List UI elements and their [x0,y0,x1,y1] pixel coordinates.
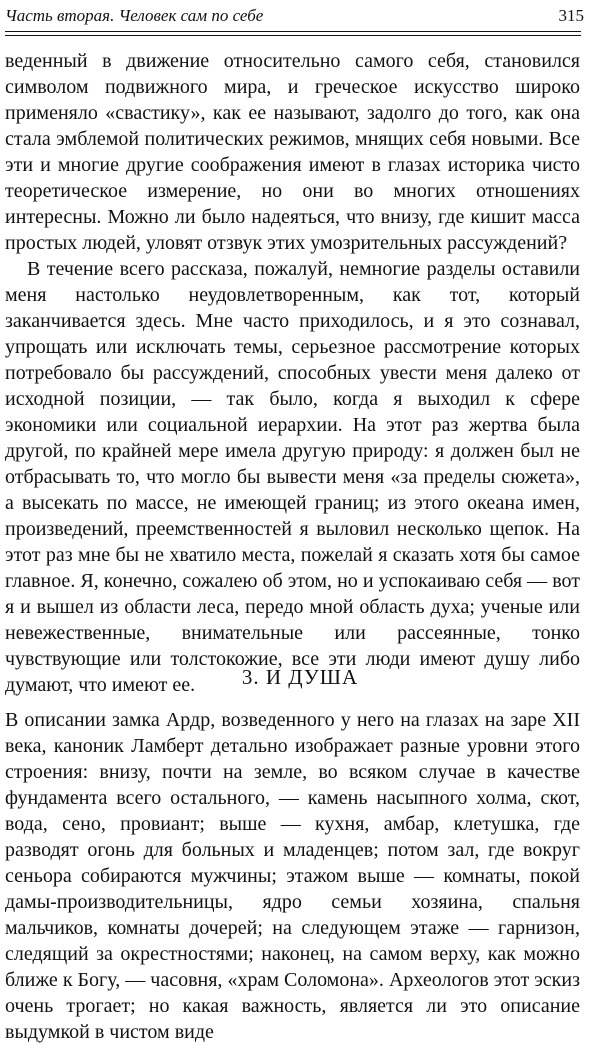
section-heading: 3. И ДУША [241,665,359,689]
page-header [0,0,600,40]
header-rule [5,31,581,32]
body-text [5,48,580,698]
page-number: 315 [558,6,584,25]
running-title: Часть вторая. Человек сам по себе [5,6,264,25]
paragraph: веденный в движение относительно самого себя, становился символом подвижного мира, и греческое искусство широко применяло «свастику», как ее называют, задолго до того, как она стала эмблемой политических режимов, мнящих себя новыми. Все эти и многие другие соображения имеют в глазах историка чисто теоретическое измерение, но они во многих отношениях интересны. Можно ли было надеяться, что внизу, где кишит масса простых людей, уловят отзвук этих умозрительных рассуждений? [5,50,580,254]
paragraph: В описании замка Ардр, возведенного у него на глазах на заре XII века, каноник Ламберт детально изображает разные уровни этого строения: внизу, почти на земле, во всяком случае в качестве фундамента всего остального, — камень насыпного холма, скот, вода, сено, провиант; выше — кухня, амбар, клетушка, где разводят огонь для больных и младенцев; потом зал, где вокруг сеньора собираются мужчины; этажом выше — комнаты, покой дамы-производительницы, ядро семьи хозяина, спальня мальчиков, комнаты дочерей; на следующем этаже — гарнизон, следящий за окрестностями; наконец, на самом верху, как можно ближе к Богу, — часовня, «храм Соломона». Археологов этот эскиз очень трогает; но какая важность, является ли это описание выдумкой в чистом виде [5,709,580,1043]
section-body-text [5,707,580,1045]
paragraph: В течение всего рассказа, пожалуй, немногие разделы оставили меня настолько неудовлетворенным, как тот, который заканчивается здесь. Мне часто приходилось, и я это сознавал, упрощать или исключать темы, серьезное рассмотрение которых потребовало бы рассуждений, способных увести меня далеко от исходной позиции, — так было, когда я выходил к сфере экономики или социальной иерархии. На этот раз жертва была другой, по крайней мере имела другую природу: я должен был не отбрасывать то, что могло бы вывести меня «за пределы сюжета», а высекать по массе, не имеющей границ; из этого океана имен, произведений, преемственностей я выловил несколько щепок. На этот раз мне бы не хватило места, пожелай я сказать хотя бы самое главное. Я, конечно, сожалею об этом, но и успокаиваю себя — вот я и вышел из области леса, передо мной область духа; ученые или невежественные, внимательные или рассеянные, тонко чувствующие или толстокожие, все эти люди имеют душу либо думают, что имеют ее. [5,258,580,696]
header-rule-thin [5,35,581,36]
